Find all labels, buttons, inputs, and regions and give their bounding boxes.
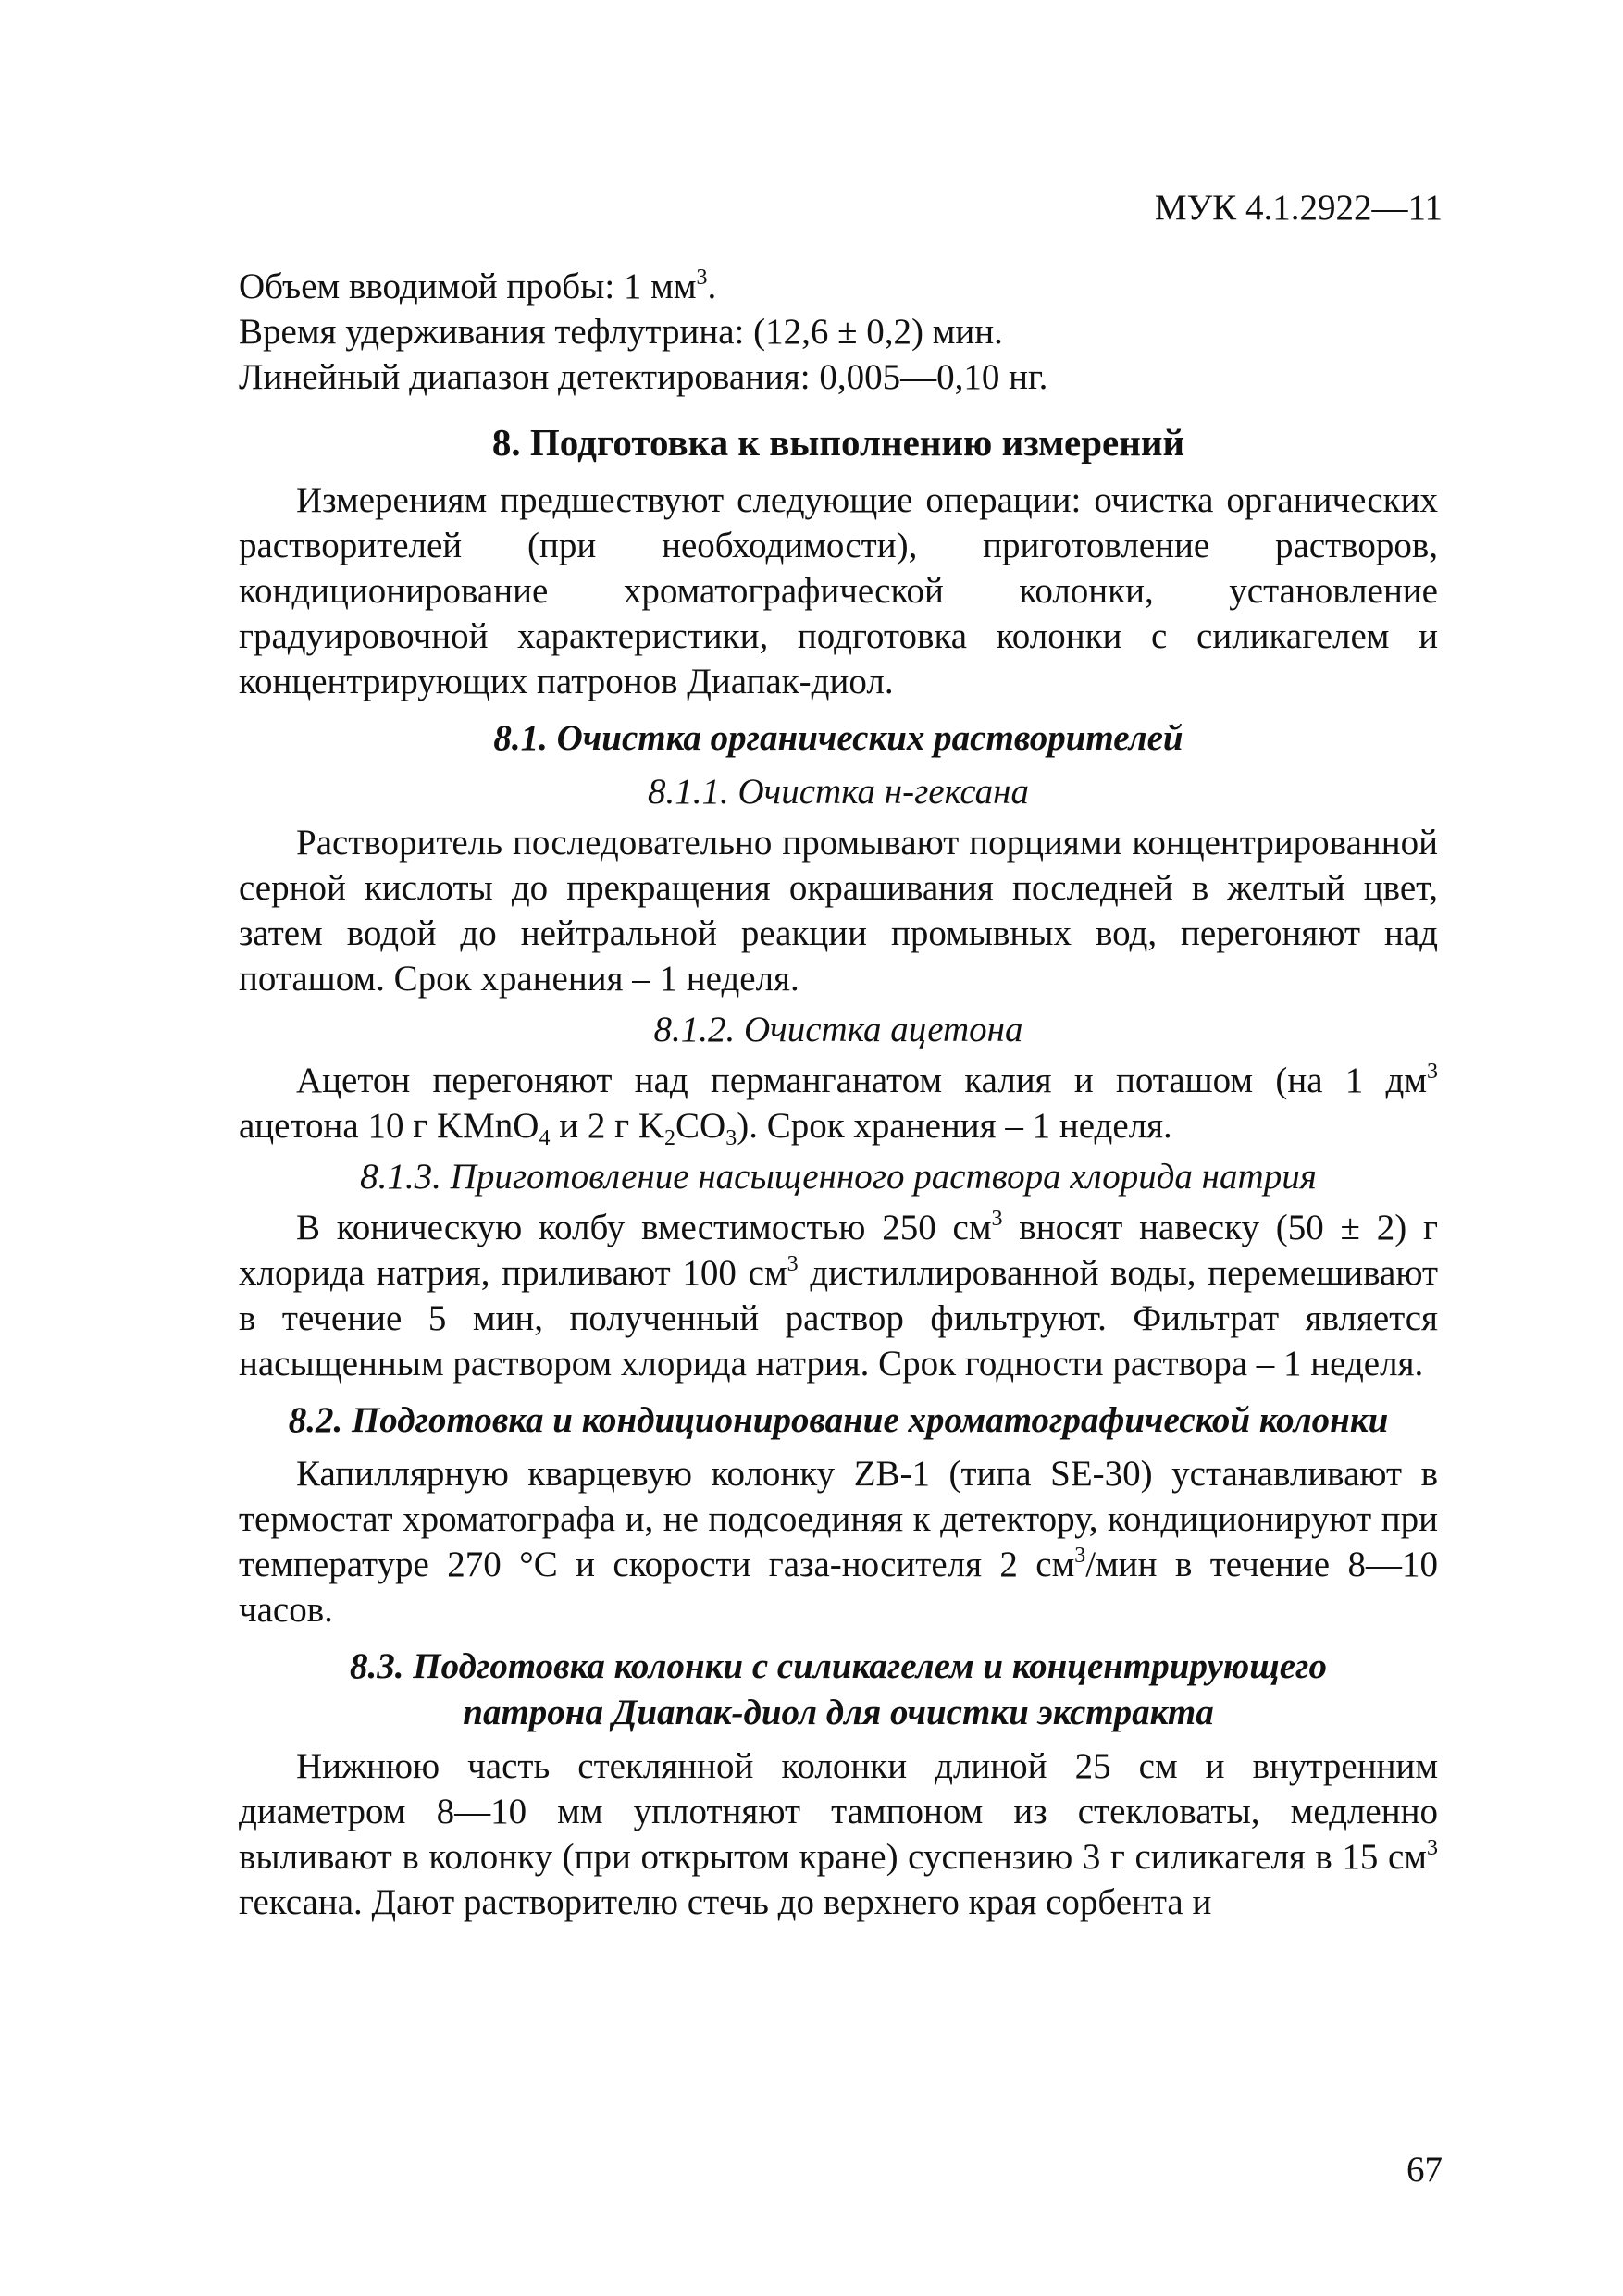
section-8-intro: Измерениям предшествуют следующие операции: очистка органических растворителей (при необходимости), приготовление растворов, кондиционирование хроматографической колонки, установление градуировочной характеристики, подготовка колонки с силикагелем и концентрирующих патронов Диапак-диол. (239, 480, 1438, 701)
subscript: 4 (539, 1126, 551, 1150)
section-8-3-title-line-2: патрона Диапак-диол для очистки экстракта (463, 1693, 1214, 1732)
section-8-2-text (239, 1451, 1438, 1632)
section-8-1-1-text: Растворитель последовательно промывают порциями концентрированной серной кислоты до прекращения окрашивания последней в желтый цвет, затем водой до нейтральной реакции промывных вод, перегоняют над поташом. Срок хранения – 1 неделя. (239, 823, 1438, 999)
document-code-header: МУК 4.1.2922—11 (1154, 188, 1443, 228)
page-number: 67 (1406, 2150, 1443, 2190)
text-run: и 2 г K (550, 1106, 665, 1146)
page-body (239, 264, 1438, 1925)
section-8-title: 8. Подготовка к выполнению измерений (491, 421, 1185, 464)
text-run: В коническую колбу вместимостью 250 см (296, 1208, 992, 1247)
superscript: 3 (1427, 1060, 1438, 1084)
section-8-1-2-text (239, 1058, 1438, 1148)
superscript: 3 (991, 1207, 1003, 1231)
text-run: Нижнюю часть стеклянной колонки длиной 25 см и внутренним диаметром 8—10 мм уплотняют тампоном из стекловаты, медленно выливают в колонку (при открытом кране) суспензию 3 г силикагеля в 15 см (239, 1746, 1438, 1877)
text-run: гексана. Дают растворителю стечь до верхнего края сорбента и (239, 1882, 1212, 1922)
section-8-3-text (239, 1744, 1438, 1925)
section-8-1-2-title: 8.1.2. Очистка ацетона (653, 1010, 1023, 1049)
section-8-1-3-title: 8.1.3. Приготовление насыщенного раствора хлорида натрия (360, 1157, 1317, 1197)
text-run: ацетона 10 г KMnO (239, 1106, 539, 1146)
param-injection-volume-text: Объем вводимой пробы: 1 мм (239, 267, 697, 306)
superscript: 3 (1074, 1544, 1086, 1568)
param-injection-volume (239, 264, 1438, 309)
subscript: 3 (725, 1126, 737, 1150)
text-run: ). Срок хранения – 1 неделя. (737, 1106, 1172, 1146)
text-run: CO (675, 1106, 726, 1146)
section-8-1-3-text (239, 1205, 1438, 1386)
text-run: /мин в течение 8—10 часов. (239, 1545, 1438, 1630)
text-run: Капиллярную кварцевую колонку ZB-1 (типа SE-30) устанавливают в термостат хроматографа и, не подсоединяя к детектору, кондиционируют при температуре 270 °С и скорости газа-носителя 2 см (239, 1454, 1438, 1584)
period: . (707, 267, 717, 306)
superscript: 3 (696, 266, 708, 290)
superscript: 3 (1427, 1836, 1438, 1860)
section-8-2-title: 8.2. Подготовка и кондиционирование хроматографической колонки (288, 1400, 1389, 1440)
section-8-3-title (239, 1644, 1438, 1736)
param-linear-range: Линейный диапазон детектирования: 0,005—0,10 нг. (239, 357, 1048, 397)
section-8-1-1-title: 8.1.1. Очистка н-гексана (647, 772, 1030, 812)
param-retention-time: Время удерживания тефлутрина: (12,6 ± 0,2) мин. (239, 312, 1003, 352)
text-run: Ацетон перегоняют над перманганатом калия и поташом (на 1 дм (296, 1061, 1427, 1100)
section-8-3-title-line-1: 8.3. Подготовка колонки с силикагелем и концентрирующего (350, 1646, 1327, 1686)
section-8-1-title: 8.1. Очистка органических растворителей (493, 718, 1183, 758)
subscript: 2 (664, 1126, 676, 1150)
text-run: вносят навеску (50 ± 2) г хлорида натрия, приливают 100 см (239, 1208, 1438, 1293)
text-run: дистиллированной воды, перемешивают в течение 5 мин, полученный раствор фильтруют. Фильтрат является насыщенным раствором хлорида натрия. Срок годности раствора – 1 неделя. (239, 1253, 1438, 1384)
superscript: 3 (787, 1252, 799, 1276)
